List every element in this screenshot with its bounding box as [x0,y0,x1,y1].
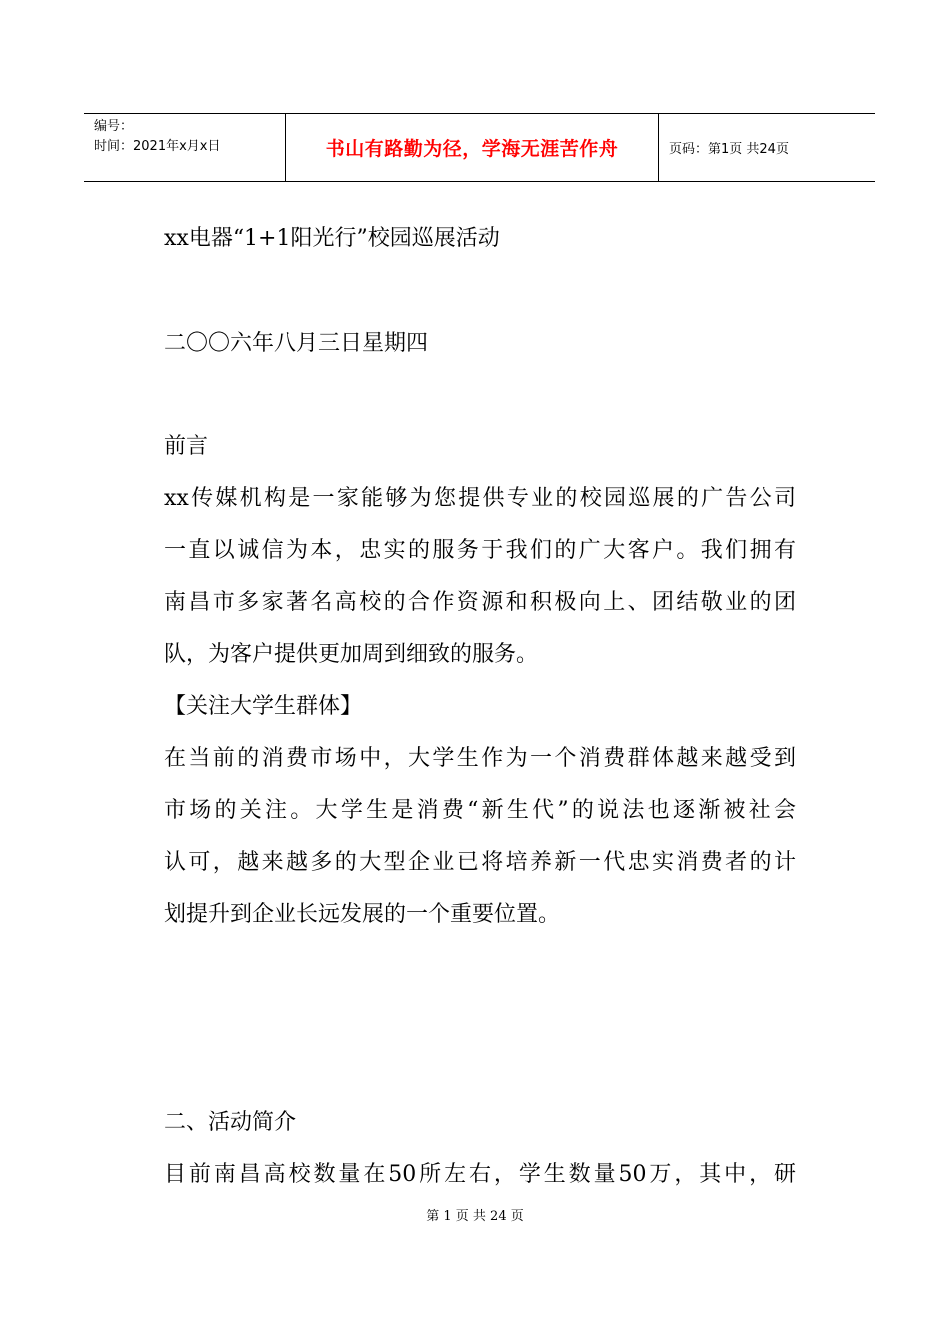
paragraph-line: 队，为客户提供更加周到细致的服务。 [164,642,539,667]
paragraph-line: 划提升到企业长远发展的一个重要位置。 [164,902,561,927]
document-header [84,113,875,182]
section-heading: 【关注大学生群体】 [164,694,363,719]
paragraph-line: 认可，越来越多的大型企业已将培养新一代忠实消费者的计 [164,850,796,875]
document-title: xx电器“1+1阳光行”校园巡展活动 [164,226,500,251]
section-heading: 二、活动简介 [164,1110,297,1135]
header-motto-cell [286,114,659,181]
paragraph-line: 市场的关注。大学生是消费“新生代”的说法也逐渐被社会 [164,798,796,823]
paragraph-line: 南昌市多家著名高校的合作资源和积极向上、团结敬业的团 [164,590,796,615]
footer-page-number: 第 1 页 共 24 页 [426,1209,524,1224]
header-page-info: 页码：第1页 共24页 [669,142,789,157]
page-footer [0,1207,950,1227]
document-date: 二〇〇六年八月三日星期四 [164,331,429,356]
paragraph-line: 一直以诚信为本，忠实的服务于我们的广大客户。我们拥有 [164,538,796,563]
header-motto: 书山有路勤为径，学海无涯苦作舟 [325,138,619,160]
paragraph-line: 目前南昌高校数量在50所左右，学生数量50万，其中，研 [164,1162,796,1187]
header-meta-cell [84,114,286,181]
paragraph-line: xx传媒机构是一家能够为您提供专业的校园巡展的广告公司 [164,486,796,511]
document-number-label: 编号： [94,119,134,134]
header-page-cell [659,114,875,181]
paragraph-line: 在当前的消费市场中，大学生作为一个消费群体越来越受到 [164,746,796,771]
document-time-label: 时间：2021年x月x日 [94,139,221,154]
preface-heading: 前言 [164,434,209,459]
